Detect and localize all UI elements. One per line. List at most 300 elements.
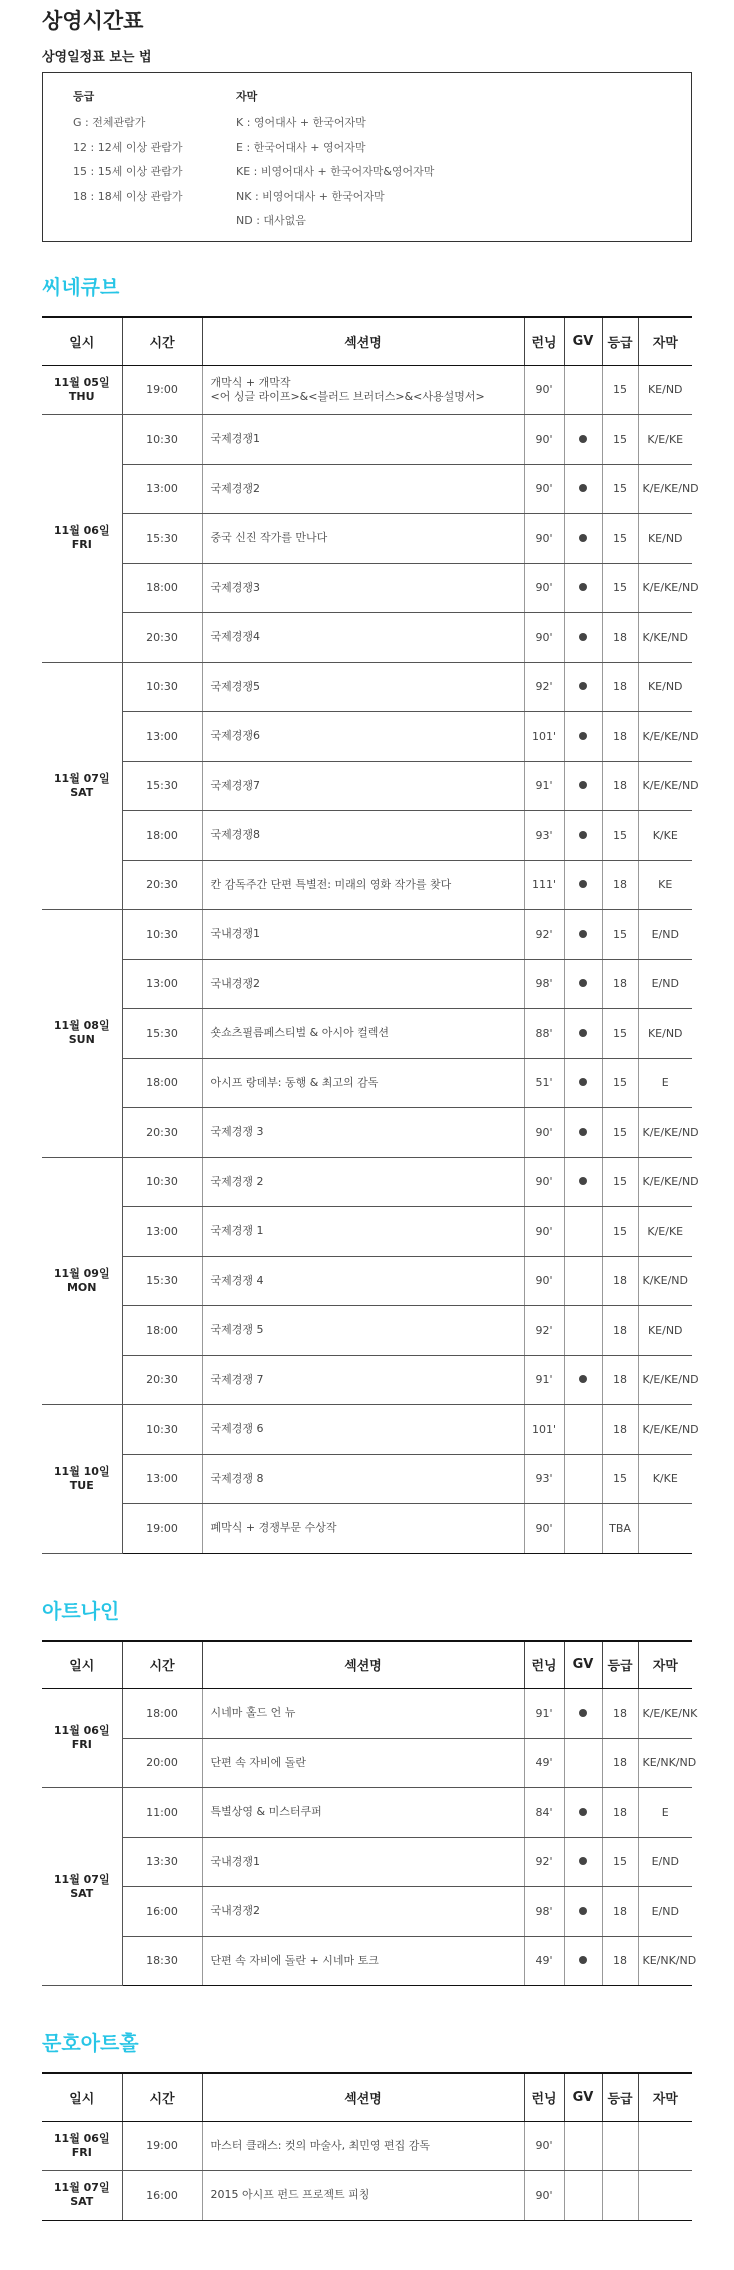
running-time-cell: 84' bbox=[524, 1788, 564, 1838]
date-cell bbox=[42, 2121, 122, 2171]
gv-cell bbox=[564, 1936, 602, 1986]
gv-cell bbox=[564, 712, 602, 762]
time-cell: 10:30 bbox=[122, 910, 202, 960]
table-row bbox=[42, 1887, 692, 1937]
time-cell: 18:00 bbox=[122, 811, 202, 861]
gv-dot-icon bbox=[579, 1709, 587, 1717]
grade-legend bbox=[73, 87, 236, 241]
gv-dot-icon bbox=[579, 1078, 587, 1086]
date-label: 11월 10일 bbox=[53, 1464, 110, 1478]
gv-cell bbox=[564, 514, 602, 564]
subtitle-cell: K/E/KE/ND bbox=[638, 712, 692, 762]
gv-dot-icon bbox=[579, 484, 587, 492]
subtitle-cell: E bbox=[638, 1788, 692, 1838]
subtitle-cell: K/E/KE/ND bbox=[638, 464, 692, 514]
grade-cell: 15 bbox=[602, 464, 638, 514]
table-row bbox=[42, 712, 692, 762]
section-title-cell: 국제경쟁 8 bbox=[202, 1454, 524, 1504]
section-title-cell: 국내경쟁2 bbox=[202, 959, 524, 1009]
table-row bbox=[42, 1788, 692, 1838]
gv-cell bbox=[564, 613, 602, 663]
subtitle-cell: K/E/KE bbox=[638, 1207, 692, 1257]
subtitle-legend bbox=[236, 87, 536, 241]
section-title-cell: 특별상영 & 미스터쿠퍼 bbox=[202, 1788, 524, 1838]
date-label: 11월 07일 bbox=[53, 2181, 110, 2195]
date-cell bbox=[42, 662, 122, 910]
grade-cell: 18 bbox=[602, 860, 638, 910]
subtitle-legend-head: 자막 bbox=[236, 90, 258, 103]
section-title-cell: 국제경쟁 4 bbox=[202, 1256, 524, 1306]
running-time-cell: 111' bbox=[524, 860, 564, 910]
grade-cell: 15 bbox=[602, 1837, 638, 1887]
running-time-cell: 51' bbox=[524, 1058, 564, 1108]
gv-cell bbox=[564, 563, 602, 613]
table-row bbox=[42, 464, 692, 514]
gv-cell bbox=[564, 1306, 602, 1356]
section-title-cell: 아시프 랑데부: 동행 & 최고의 감독 bbox=[202, 1058, 524, 1108]
page-title: 상영시간표 bbox=[42, 9, 144, 33]
subtitle-cell: K/E/KE/ND bbox=[638, 563, 692, 613]
subtitle-cell: KE/ND bbox=[638, 662, 692, 712]
schedule-table bbox=[42, 1640, 698, 1987]
gv-cell bbox=[564, 1788, 602, 1838]
subtitle-cell: E/ND bbox=[638, 1887, 692, 1937]
weekday-label: SAT bbox=[70, 2195, 94, 2209]
running-time-cell: 92' bbox=[524, 910, 564, 960]
subtitle-legend-item: ND : 대사없음 bbox=[236, 214, 306, 227]
gv-dot-icon bbox=[579, 1857, 587, 1865]
section-title-cell: 국제경쟁 2 bbox=[202, 1157, 524, 1207]
running-time-cell: 90' bbox=[524, 563, 564, 613]
gv-cell bbox=[564, 1405, 602, 1455]
table-row bbox=[42, 1108, 692, 1158]
gv-cell bbox=[564, 1689, 602, 1739]
gv-dot-icon bbox=[579, 633, 587, 641]
grade-cell: 18 bbox=[602, 1738, 638, 1788]
subtitle-cell: KE/ND bbox=[638, 514, 692, 564]
section-title-cell: 국내경쟁1 bbox=[202, 910, 524, 960]
table-row bbox=[42, 2171, 692, 2221]
grade-cell: 18 bbox=[602, 1887, 638, 1937]
gv-dot-icon bbox=[579, 1128, 587, 1136]
legend-box bbox=[42, 72, 692, 242]
running-time-cell: 49' bbox=[524, 1936, 564, 1986]
gv-dot-icon bbox=[579, 435, 587, 443]
subtitle-cell: K/KE/ND bbox=[638, 1256, 692, 1306]
weekday-label: MON bbox=[66, 1280, 97, 1294]
gv-cell bbox=[564, 2121, 602, 2171]
column-header-section: 섹션명 bbox=[202, 1641, 524, 1689]
section-title-line: 개막식 + 개막작 bbox=[210, 375, 291, 389]
time-cell: 10:30 bbox=[122, 415, 202, 465]
subtitle-cell bbox=[638, 2171, 692, 2221]
time-cell: 13:00 bbox=[122, 959, 202, 1009]
table-row bbox=[42, 563, 692, 613]
gv-cell bbox=[564, 464, 602, 514]
subtitle-cell: K/E/KE/ND bbox=[638, 1108, 692, 1158]
time-cell: 13:00 bbox=[122, 1207, 202, 1257]
date-label: 11월 06일 bbox=[53, 2131, 110, 2145]
column-header-time: 시간 bbox=[122, 317, 202, 365]
grade-cell: 18 bbox=[602, 1306, 638, 1356]
section-title-cell: 국제경쟁5 bbox=[202, 662, 524, 712]
subtitle-cell bbox=[638, 2121, 692, 2171]
running-time-cell: 90' bbox=[524, 1207, 564, 1257]
column-header-section: 섹션명 bbox=[202, 2073, 524, 2121]
grade-cell: 15 bbox=[602, 1009, 638, 1059]
time-cell: 20:00 bbox=[122, 1738, 202, 1788]
subtitle-cell: E/ND bbox=[638, 1837, 692, 1887]
subtitle-cell: K/E/KE bbox=[638, 415, 692, 465]
subtitle-cell bbox=[638, 1504, 692, 1554]
grade-cell: 15 bbox=[602, 1207, 638, 1257]
date-cell bbox=[42, 1788, 122, 1986]
date-cell bbox=[42, 415, 122, 663]
column-header-running: 런닝 bbox=[524, 317, 564, 365]
gv-dot-icon bbox=[579, 1907, 587, 1915]
table-row bbox=[42, 1936, 692, 1986]
date-cell bbox=[42, 2171, 122, 2221]
gv-dot-icon bbox=[579, 1029, 587, 1037]
grade-cell: 15 bbox=[602, 1454, 638, 1504]
date-cell bbox=[42, 365, 122, 415]
running-time-cell: 90' bbox=[524, 2171, 564, 2221]
gv-dot-icon bbox=[579, 1956, 587, 1964]
section-title-cell: 국제경쟁 7 bbox=[202, 1355, 524, 1405]
time-cell: 16:00 bbox=[122, 1887, 202, 1937]
running-time-cell: 88' bbox=[524, 1009, 564, 1059]
gv-cell bbox=[564, 1454, 602, 1504]
section-title-cell: 국제경쟁 6 bbox=[202, 1405, 524, 1455]
subtitle-cell: E/ND bbox=[638, 959, 692, 1009]
time-cell: 15:30 bbox=[122, 1256, 202, 1306]
grade-cell: 18 bbox=[602, 1788, 638, 1838]
running-time-cell: 98' bbox=[524, 1887, 564, 1937]
subtitle-legend-item: K : 영어대사 + 한국어자막 bbox=[236, 116, 366, 129]
time-cell: 10:30 bbox=[122, 1157, 202, 1207]
grade-cell: 18 bbox=[602, 959, 638, 1009]
date-cell bbox=[42, 910, 122, 1158]
column-header-grade: 등급 bbox=[602, 1641, 638, 1689]
weekday-label: FRI bbox=[71, 2145, 92, 2159]
time-cell: 16:00 bbox=[122, 2171, 202, 2221]
section-title-cell: 단편 속 자비에 돌란 bbox=[202, 1738, 524, 1788]
running-time-cell: 90' bbox=[524, 365, 564, 415]
venue-title: 문호아트홀 bbox=[42, 2031, 139, 2055]
grade-cell: 18 bbox=[602, 712, 638, 762]
gv-dot-icon bbox=[579, 1177, 587, 1185]
column-header-date: 일시 bbox=[42, 1641, 122, 1689]
table-row bbox=[42, 811, 692, 861]
gv-dot-icon bbox=[579, 781, 587, 789]
date-cell bbox=[42, 1689, 122, 1788]
column-header-running: 런닝 bbox=[524, 1641, 564, 1689]
table-header-row bbox=[42, 317, 692, 365]
running-time-cell: 90' bbox=[524, 514, 564, 564]
grade-cell: 15 bbox=[602, 910, 638, 960]
weekday-label: SAT bbox=[70, 1886, 94, 1900]
grade-cell: 15 bbox=[602, 415, 638, 465]
column-header-time: 시간 bbox=[122, 1641, 202, 1689]
gv-dot-icon bbox=[579, 880, 587, 888]
section-title-cell: 2015 아시프 펀드 프로젝트 피칭 bbox=[202, 2171, 524, 2221]
venue-title: 아트나인 bbox=[42, 1598, 120, 1623]
gv-cell bbox=[564, 2171, 602, 2221]
running-time-cell: 92' bbox=[524, 662, 564, 712]
subtitle-cell: K/E/KE/NK bbox=[638, 1689, 692, 1739]
venue-title: 씨네큐브 bbox=[42, 275, 120, 299]
table-row bbox=[42, 1837, 692, 1887]
gv-cell bbox=[564, 1108, 602, 1158]
gv-dot-icon bbox=[579, 534, 587, 542]
subtitle-cell: K/KE bbox=[638, 811, 692, 861]
time-cell: 20:30 bbox=[122, 613, 202, 663]
weekday-label: FRI bbox=[71, 538, 92, 552]
gv-cell bbox=[564, 662, 602, 712]
table-row bbox=[42, 761, 692, 811]
table-row bbox=[42, 514, 692, 564]
grade-cell: 15 bbox=[602, 811, 638, 861]
date-label: 11월 08일 bbox=[53, 1019, 110, 1033]
section-title-cell: 국제경쟁 1 bbox=[202, 1207, 524, 1257]
table-row bbox=[42, 860, 692, 910]
running-time-cell: 91' bbox=[524, 1355, 564, 1405]
gv-cell bbox=[564, 1058, 602, 1108]
column-header-section: 섹션명 bbox=[202, 317, 524, 365]
table-row bbox=[42, 959, 692, 1009]
running-time-cell: 91' bbox=[524, 1689, 564, 1739]
grade-cell: 15 bbox=[602, 1108, 638, 1158]
gv-cell bbox=[564, 1887, 602, 1937]
section-title-cell: 국제경쟁8 bbox=[202, 811, 524, 861]
table-row bbox=[42, 910, 692, 960]
column-header-subtitle: 자막 bbox=[638, 1641, 692, 1689]
section-title-cell: 칸 감독주간 단편 특별전: 미래의 영화 작가를 찾다 bbox=[202, 860, 524, 910]
date-cell bbox=[42, 1157, 122, 1405]
grade-legend-item: 15 : 15세 이상 관람가 bbox=[73, 165, 183, 178]
date-label: 11월 05일 bbox=[53, 375, 110, 389]
grade-legend-item: G : 전체관람가 bbox=[73, 116, 146, 129]
table-row bbox=[42, 1306, 692, 1356]
subtitle-cell: K/KE bbox=[638, 1454, 692, 1504]
table-row bbox=[42, 1009, 692, 1059]
time-cell: 20:30 bbox=[122, 1355, 202, 1405]
column-header-gv: GV bbox=[564, 317, 602, 365]
time-cell: 19:00 bbox=[122, 1504, 202, 1554]
time-cell: 18:00 bbox=[122, 1306, 202, 1356]
grade-cell bbox=[602, 2121, 638, 2171]
table-row bbox=[42, 613, 692, 663]
gv-cell bbox=[564, 761, 602, 811]
table-row bbox=[42, 1157, 692, 1207]
gv-dot-icon bbox=[579, 583, 587, 591]
running-time-cell: 91' bbox=[524, 761, 564, 811]
grade-cell bbox=[602, 2171, 638, 2221]
gv-cell bbox=[564, 910, 602, 960]
time-cell: 13:00 bbox=[122, 1454, 202, 1504]
time-cell: 19:00 bbox=[122, 2121, 202, 2171]
time-cell: 13:30 bbox=[122, 1837, 202, 1887]
running-time-cell: 93' bbox=[524, 1454, 564, 1504]
gv-cell bbox=[564, 1207, 602, 1257]
subtitle-cell: KE/ND bbox=[638, 1009, 692, 1059]
section-title-cell: 국제경쟁4 bbox=[202, 613, 524, 663]
time-cell: 18:30 bbox=[122, 1936, 202, 1986]
grade-cell: 15 bbox=[602, 365, 638, 415]
running-time-cell: 90' bbox=[524, 464, 564, 514]
running-time-cell: 90' bbox=[524, 1157, 564, 1207]
subtitle-cell: K/E/KE/ND bbox=[638, 1355, 692, 1405]
weekday-label: TUE bbox=[69, 1478, 94, 1492]
table-header-row bbox=[42, 1641, 692, 1689]
column-header-gv: GV bbox=[564, 1641, 602, 1689]
date-label: 11월 06일 bbox=[53, 524, 110, 538]
table-row bbox=[42, 1738, 692, 1788]
section-title-cell: 국제경쟁1 bbox=[202, 415, 524, 465]
table-row bbox=[42, 1058, 692, 1108]
column-header-grade: 등급 bbox=[602, 2073, 638, 2121]
gv-dot-icon bbox=[579, 1808, 587, 1816]
grade-cell: 15 bbox=[602, 563, 638, 613]
gv-cell bbox=[564, 1738, 602, 1788]
time-cell: 15:30 bbox=[122, 514, 202, 564]
grade-legend-head: 등급 bbox=[73, 90, 95, 103]
gv-cell bbox=[564, 811, 602, 861]
subtitle-cell: K/E/KE/ND bbox=[638, 1157, 692, 1207]
running-time-cell: 90' bbox=[524, 415, 564, 465]
grade-cell: 18 bbox=[602, 1405, 638, 1455]
running-time-cell: 101' bbox=[524, 1405, 564, 1455]
time-cell: 20:30 bbox=[122, 1108, 202, 1158]
running-time-cell: 90' bbox=[524, 1108, 564, 1158]
subtitle-cell: KE bbox=[638, 860, 692, 910]
running-time-cell: 93' bbox=[524, 811, 564, 861]
subtitle-cell: E/ND bbox=[638, 910, 692, 960]
grade-cell: 15 bbox=[602, 1058, 638, 1108]
guide-title: 상영일정표 보는 법 bbox=[42, 50, 152, 65]
table-row bbox=[42, 1256, 692, 1306]
grade-cell: 18 bbox=[602, 1936, 638, 1986]
grade-cell: 15 bbox=[602, 1157, 638, 1207]
time-cell: 10:30 bbox=[122, 662, 202, 712]
section-title-line: <어 싱글 라이프>&<블러드 브러더스>&<사용설명서> bbox=[210, 389, 485, 403]
gv-cell bbox=[564, 1355, 602, 1405]
time-cell: 11:00 bbox=[122, 1788, 202, 1838]
subtitle-legend-item: E : 한국어대사 + 영어자막 bbox=[236, 140, 366, 154]
date-label: 11월 07일 bbox=[53, 1872, 110, 1886]
subtitle-cell: KE/ND bbox=[638, 1306, 692, 1356]
gv-cell bbox=[564, 1157, 602, 1207]
gv-dot-icon bbox=[579, 979, 587, 987]
schedule-table bbox=[42, 2072, 692, 2221]
grade-cell: 15 bbox=[602, 514, 638, 564]
gv-cell bbox=[564, 1504, 602, 1554]
running-time-cell: 92' bbox=[524, 1837, 564, 1887]
grade-cell: TBA bbox=[602, 1504, 638, 1554]
table-row bbox=[42, 2121, 692, 2171]
date-cell bbox=[42, 1405, 122, 1554]
gv-dot-icon bbox=[579, 831, 587, 839]
subtitle-cell: E bbox=[638, 1058, 692, 1108]
grade-cell: 18 bbox=[602, 1256, 638, 1306]
gv-cell bbox=[564, 959, 602, 1009]
section-title-cell: 마스터 클래스: 컷의 마술사, 최민영 편집 감독 bbox=[202, 2121, 524, 2171]
venue-section bbox=[42, 2028, 692, 2221]
table-row bbox=[42, 415, 692, 465]
table-row bbox=[42, 1504, 692, 1554]
column-header-date: 일시 bbox=[42, 317, 122, 365]
section-title-cell: 단편 속 자비에 돌란 + 시네마 토크 bbox=[202, 1936, 524, 1986]
venue-section bbox=[42, 1596, 698, 1987]
running-time-cell: 90' bbox=[524, 613, 564, 663]
section-title-cell: 폐막식 + 경쟁부문 수상작 bbox=[202, 1504, 524, 1554]
section-title-cell: 국내경쟁1 bbox=[202, 1837, 524, 1887]
gv-dot-icon bbox=[579, 732, 587, 740]
section-title-cell: 국제경쟁3 bbox=[202, 563, 524, 613]
grade-cell: 18 bbox=[602, 1355, 638, 1405]
subtitle-cell: K/E/KE/ND bbox=[638, 1405, 692, 1455]
date-label: 11월 06일 bbox=[53, 1724, 110, 1737]
venue-list bbox=[42, 272, 699, 2221]
subtitle-cell: KE/NK/ND bbox=[638, 1936, 692, 1986]
grade-legend-item: 18 : 18세 이상 관람가 bbox=[73, 189, 183, 203]
grade-legend-item: 12 : 12세 이상 관람가 bbox=[73, 140, 183, 154]
gv-dot-icon bbox=[579, 930, 587, 938]
weekday-label: SUN bbox=[68, 1033, 95, 1047]
time-cell: 18:00 bbox=[122, 1058, 202, 1108]
schedule-table bbox=[42, 316, 699, 1554]
table-row bbox=[42, 1454, 692, 1504]
time-cell: 15:30 bbox=[122, 761, 202, 811]
subtitle-legend-item: NK : 비영어대사 + 한국어자막 bbox=[236, 189, 385, 203]
subtitle-cell: KE/ND bbox=[638, 365, 692, 415]
section-title-cell bbox=[202, 365, 524, 415]
running-time-cell: 101' bbox=[524, 712, 564, 762]
section-title-cell: 국제경쟁 5 bbox=[202, 1306, 524, 1356]
running-time-cell: 49' bbox=[524, 1738, 564, 1788]
column-header-subtitle: 자막 bbox=[638, 317, 692, 365]
gv-dot-icon bbox=[579, 682, 587, 690]
gv-cell bbox=[564, 365, 602, 415]
section-title-cell: 중국 신진 작가를 만나다 bbox=[202, 514, 524, 564]
table-row bbox=[42, 1405, 692, 1455]
weekday-label: THU bbox=[68, 389, 95, 403]
subtitle-cell: KE/NK/ND bbox=[638, 1738, 692, 1788]
gv-dot-icon bbox=[579, 1375, 587, 1383]
gv-cell bbox=[564, 860, 602, 910]
grade-cell: 18 bbox=[602, 662, 638, 712]
venue-section bbox=[42, 272, 699, 1554]
column-header-running: 런닝 bbox=[524, 2073, 564, 2121]
column-header-grade: 등급 bbox=[602, 317, 638, 365]
weekday-label: FRI bbox=[71, 1738, 92, 1751]
weekday-label: SAT bbox=[70, 785, 94, 799]
gv-cell bbox=[564, 1256, 602, 1306]
grade-cell: 18 bbox=[602, 613, 638, 663]
section-title-cell: 국내경쟁2 bbox=[202, 1887, 524, 1937]
section-title-cell: 국제경쟁 3 bbox=[202, 1108, 524, 1158]
table-header-row bbox=[42, 2073, 692, 2121]
column-header-time: 시간 bbox=[122, 2073, 202, 2121]
running-time-cell: 90' bbox=[524, 1504, 564, 1554]
section-title-cell: 시네마 홀드 언 뉴 bbox=[202, 1689, 524, 1739]
column-header-date: 일시 bbox=[42, 2073, 122, 2121]
subtitle-legend-item: KE : 비영어대사 + 한국어자막&영어자막 bbox=[236, 165, 435, 178]
running-time-cell: 90' bbox=[524, 2121, 564, 2171]
table-row bbox=[42, 1689, 692, 1739]
grade-cell: 18 bbox=[602, 761, 638, 811]
date-label: 11월 07일 bbox=[53, 771, 110, 785]
